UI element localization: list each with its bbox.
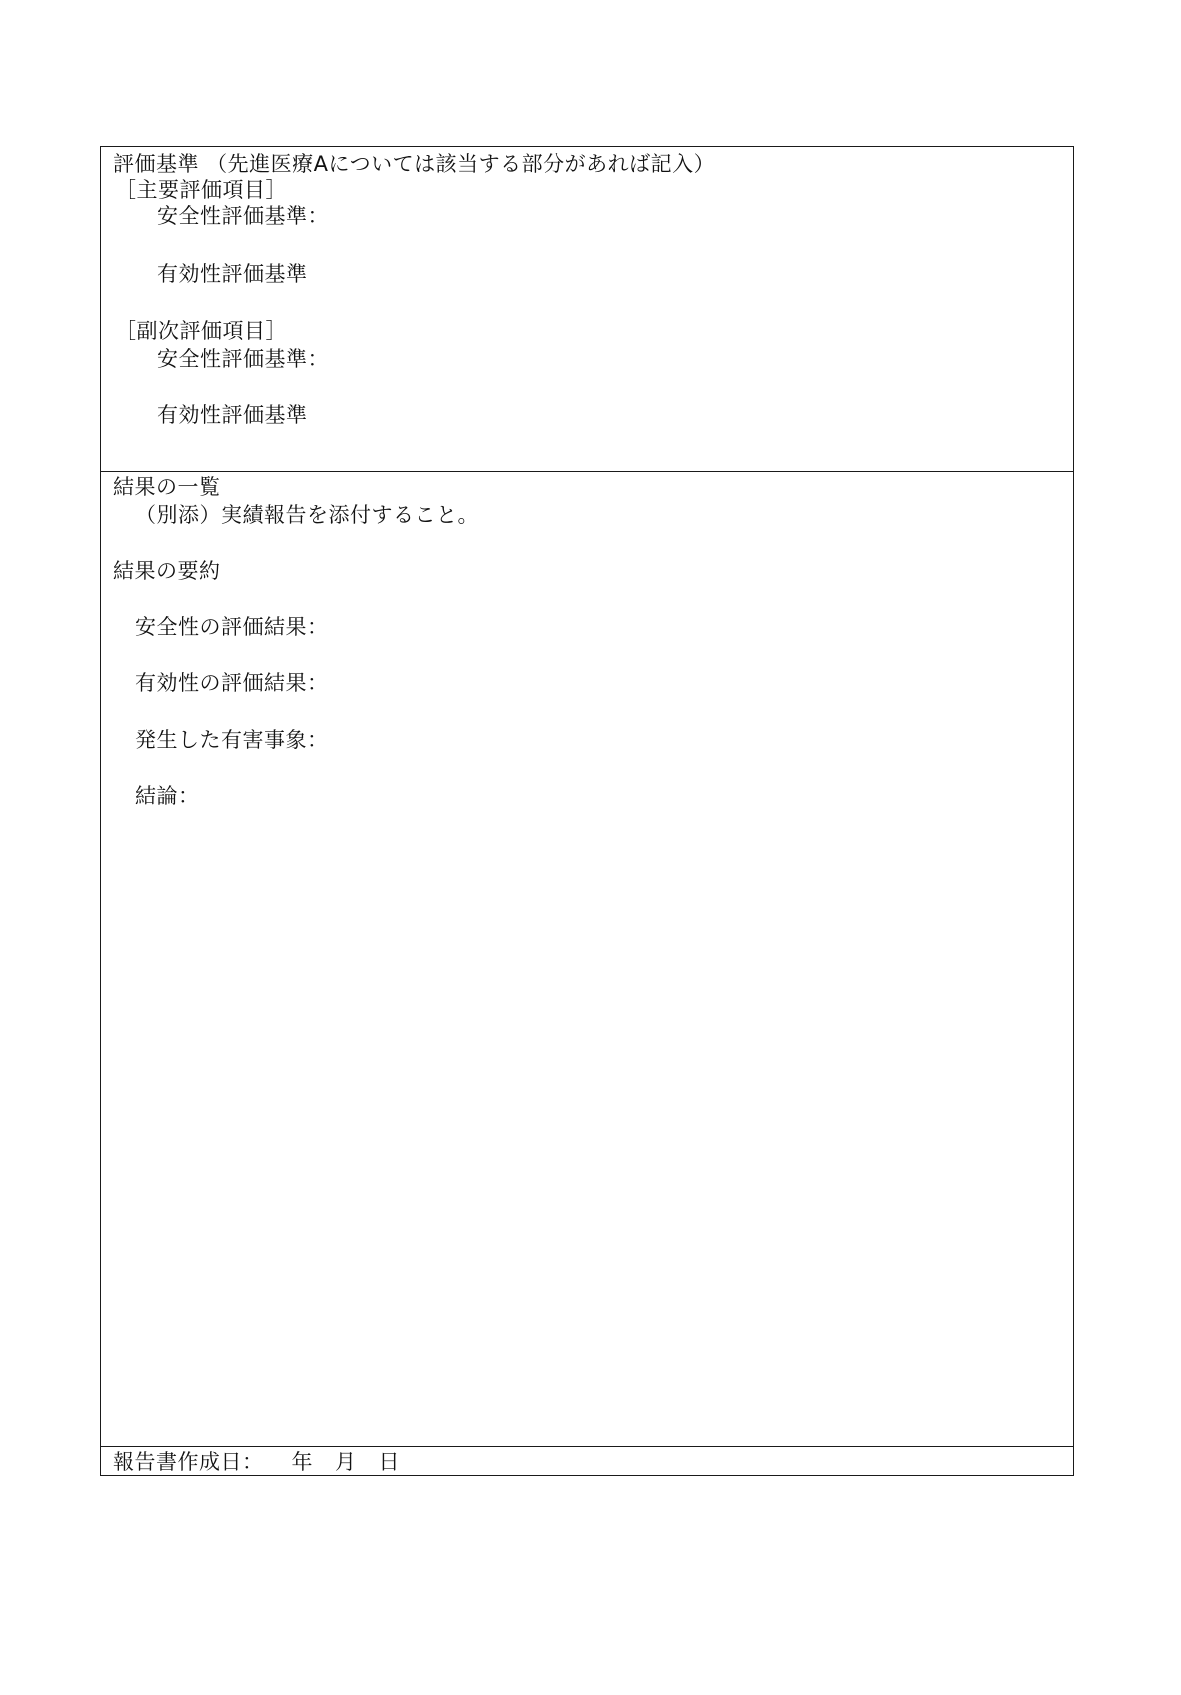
primary-efficacy-criteria: 有効性評価基準 <box>157 262 308 286</box>
primary-endpoint-label: ［主要評価項目］ <box>115 178 287 202</box>
adverse-events-label: 発生した有害事象： <box>135 728 329 752</box>
report-date-year: 年 <box>291 1450 313 1474</box>
results-list-heading: 結果の一覧 <box>113 475 221 499</box>
secondary-endpoint-label: ［副次評価項目］ <box>115 319 287 343</box>
report-form-table <box>100 146 1074 1476</box>
report-date-label: 報告書作成日： <box>113 1450 264 1474</box>
report-date-day: 日 <box>378 1450 400 1474</box>
date-cell <box>101 1447 1074 1476</box>
results-cell <box>101 472 1074 1447</box>
results-summary-heading: 結果の要約 <box>113 559 221 583</box>
report-date-line <box>113 1449 400 1475</box>
criteria-heading: 評価基準 （先進医療Aについては該当する部分があれば記入） <box>113 152 716 176</box>
criteria-cell <box>101 147 1074 472</box>
primary-safety-criteria: 安全性評価基準： <box>157 204 329 228</box>
criteria-row <box>101 147 1074 472</box>
conclusion-label: 結論： <box>135 784 200 808</box>
attachment-note: （別添）実績報告を添付すること。 <box>135 503 479 527</box>
efficacy-result-label: 有効性の評価結果： <box>135 671 329 695</box>
secondary-safety-criteria: 安全性評価基準： <box>157 347 329 371</box>
safety-result-label: 安全性の評価結果： <box>135 615 329 639</box>
secondary-efficacy-criteria: 有効性評価基準 <box>157 403 308 427</box>
report-date-month: 月 <box>335 1450 357 1474</box>
date-row <box>101 1447 1074 1476</box>
results-row <box>101 472 1074 1447</box>
